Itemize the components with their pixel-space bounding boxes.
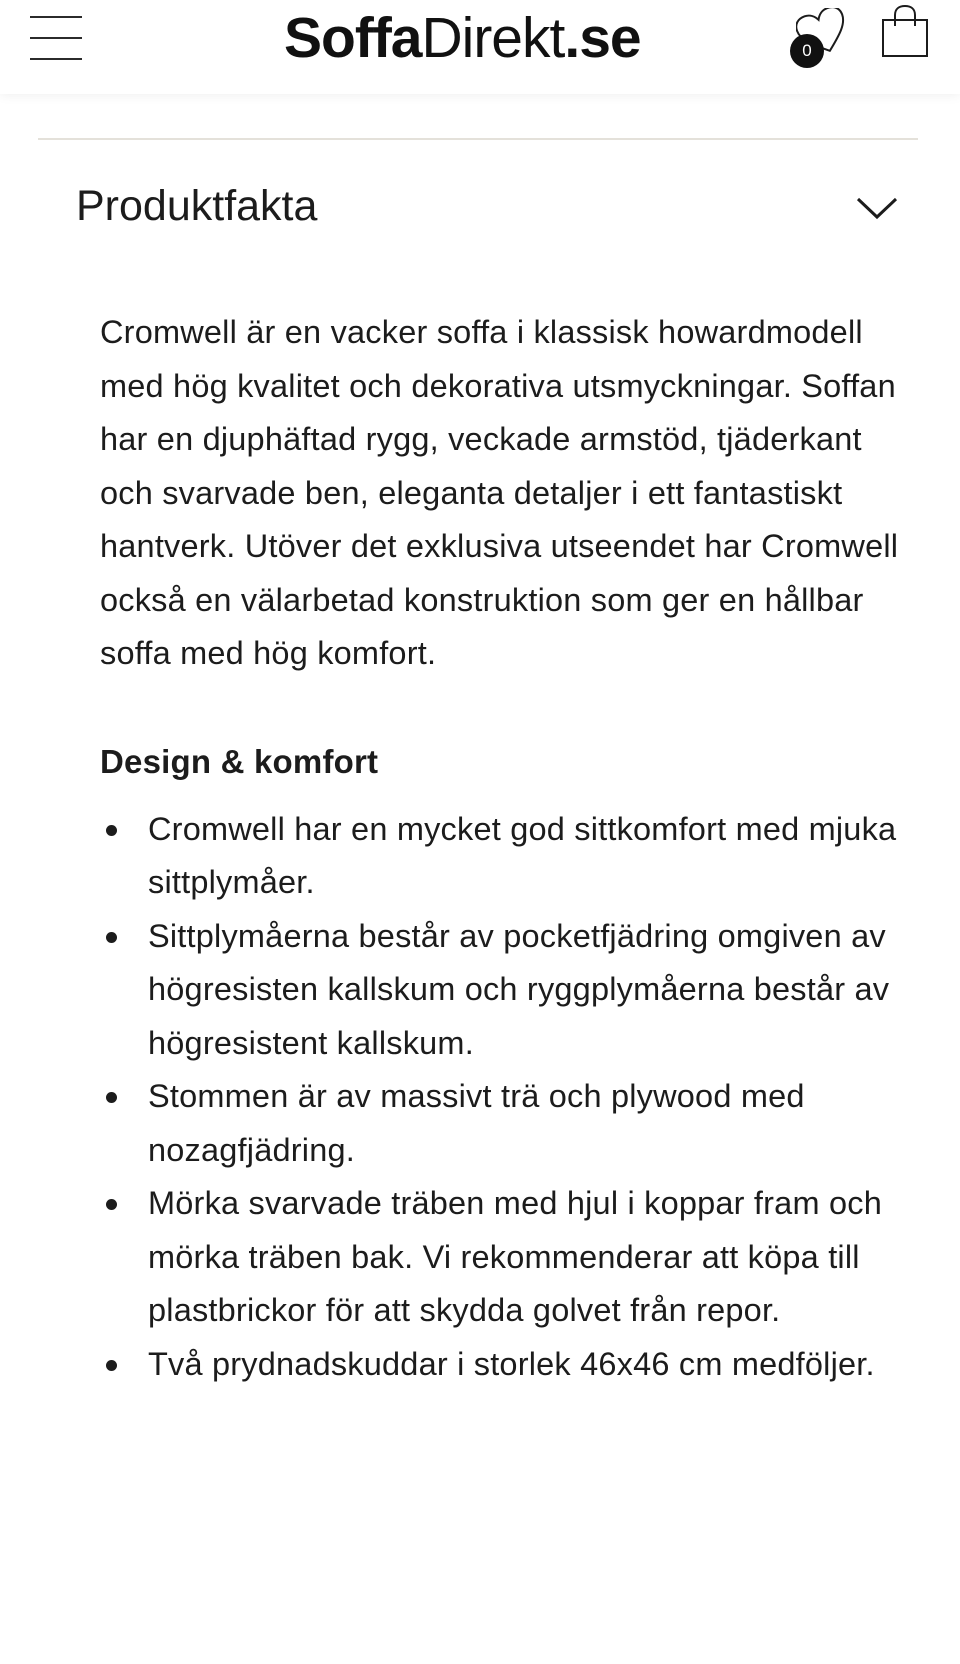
list-item [100, 803, 920, 910]
list-item-text: Mörka svarvade träben med hjul i koppar fram och mörka träben bak. Vi rekommenderar att köpa till plastbrickor för att skydda golvet från repor. [148, 1185, 882, 1328]
chevron-down-icon [856, 196, 898, 220]
list-item [100, 1177, 920, 1338]
menu-line [30, 16, 82, 18]
list-item-text: Sittplymåerna består av pocketfjädring omgiven av högresisten kallskum och ryggplymåerna består av högresistent kallskum. [148, 917, 890, 1061]
wishlist-button[interactable] [786, 8, 858, 68]
logo-part-se: .se [564, 6, 641, 70]
list-item [100, 910, 920, 1071]
section-heading: Design & komfort [100, 742, 379, 780]
list-item-text: Cromwell har en mycket god sittkomfort med mjuka sittplymåer. [148, 810, 897, 900]
accordion-title: Produktfakta [76, 182, 318, 230]
logo-part-soffa: Soffa [284, 6, 422, 70]
wishlist-count-badge: 0 [790, 34, 824, 68]
bullet-dot [106, 1360, 117, 1371]
shopping-bag-icon [878, 4, 932, 60]
list-item-text: Två prydnadskuddar i storlek 46x46 cm medföljer. [148, 1345, 875, 1382]
logo-part-direkt: Direkt [421, 6, 565, 70]
menu-line [30, 58, 82, 60]
menu-line [30, 37, 82, 39]
feature-list [100, 803, 920, 1392]
list-item-text: Stommen är av massivt trä och plywood med nozagfjädring. [148, 1078, 805, 1168]
accordion-produktfakta-toggle[interactable] [38, 170, 918, 260]
site-logo[interactable] [284, 6, 641, 70]
section-divider [38, 138, 918, 140]
list-item [100, 1338, 920, 1392]
bullet-dot [106, 932, 117, 943]
site-header [0, 0, 960, 94]
product-description: Cromwell är en vacker soffa i klassisk howardmodell med hög kvalitet och dekorativa utsmyckningar. Soffan har en djuphäftad rygg, veckade armstöd, tjäderkant och svarvade ben, eleganta detaljer i ett fantastiskt hantverk. Utöver det exklusiva utseendet har Cromwell också en välarbetad konstruktion som ger en hållbar soffa med hög komfort. [100, 314, 899, 671]
cart-button[interactable] [878, 4, 932, 60]
bullet-dot [106, 1199, 117, 1210]
bullet-dot [106, 825, 117, 836]
accordion-content [100, 306, 920, 1391]
bullet-dot [106, 1092, 117, 1103]
hamburger-menu-icon[interactable] [30, 16, 82, 62]
list-item [100, 1070, 920, 1177]
